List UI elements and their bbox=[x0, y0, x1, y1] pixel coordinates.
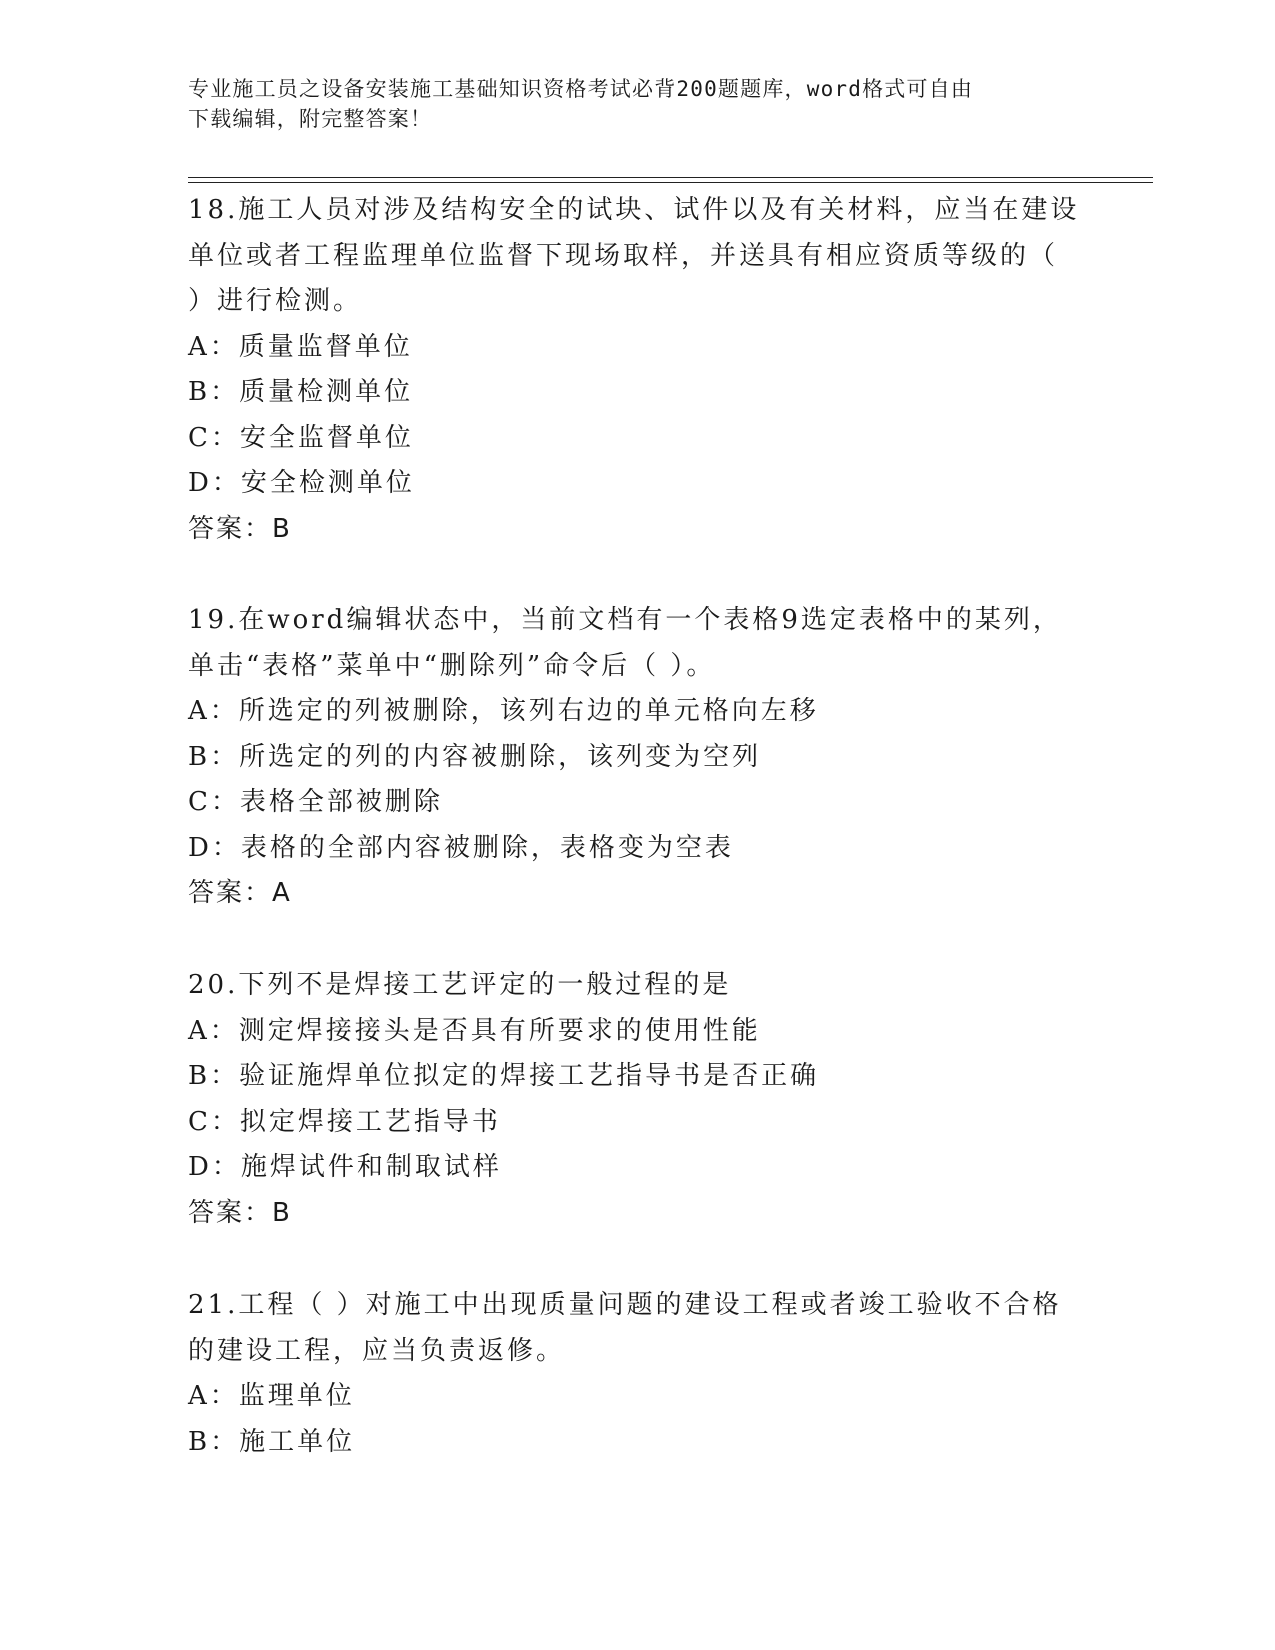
document-header: 专业施工员之设备安装施工基础知识资格考试必背200题题库，word格式可自由 下载编辑，附完整答案！ bbox=[188, 77, 974, 131]
option-a: A：质量监督单位 bbox=[188, 331, 413, 362]
header-divider-top bbox=[188, 177, 1153, 178]
question-21 bbox=[188, 1283, 1088, 1465]
question-stem: 21.工程（ ）对施工中出现质量问题的建设工程或者竣工验收不合格 的建设工程，应当负责返修。 bbox=[188, 1290, 1062, 1366]
option-c: C：表格全部被删除 bbox=[188, 787, 443, 817]
option-a: A：监理单位 bbox=[188, 1381, 355, 1411]
option-a: A：所选定的列被删除，该列右边的单元格向左移 bbox=[188, 696, 819, 726]
option-b: B：施工单位 bbox=[188, 1426, 356, 1457]
option-c: C：安全监督单位 bbox=[188, 422, 414, 453]
option-b: B：质量检测单位 bbox=[188, 377, 414, 407]
answer-line: 答案：B bbox=[188, 513, 292, 544]
answer-line: 答案：B bbox=[188, 1197, 292, 1228]
question-stem: 20.下列不是焊接工艺评定的一般过程的是 bbox=[188, 970, 732, 1000]
option-d: D：施焊试件和制取试样 bbox=[188, 1152, 502, 1182]
option-c: C：拟定焊接工艺指导书 bbox=[188, 1106, 501, 1137]
option-a: A：测定焊接接头是否具有所要求的使用性能 bbox=[188, 1015, 761, 1046]
question-18 bbox=[188, 188, 1088, 552]
option-d: D：安全检测单位 bbox=[188, 468, 415, 498]
option-d: D：表格的全部内容被删除，表格变为空表 bbox=[188, 832, 734, 863]
option-b: B：验证施焊单位拟定的焊接工艺指导书是否正确 bbox=[188, 1061, 820, 1091]
question-20 bbox=[188, 963, 1088, 1236]
question-stem: 18.施工人员对涉及结构安全的试块、试件以及有关材料，应当在建设 单位或者工程监理单位监督下现场取样，并送具有相应资质等级的（ ）进行检测。 bbox=[188, 195, 1080, 316]
header-divider-bottom bbox=[188, 182, 1153, 183]
question-stem: 19.在word编辑状态中，当前文档有一个表格9选定表格中的某列， 单击“表格”菜单中“删除列”命令后（ ）。 bbox=[188, 605, 1062, 681]
question-19 bbox=[188, 598, 1088, 917]
answer-line: 答案：A bbox=[188, 878, 292, 908]
option-b: B：所选定的列的内容被删除，该列变为空列 bbox=[188, 741, 762, 772]
